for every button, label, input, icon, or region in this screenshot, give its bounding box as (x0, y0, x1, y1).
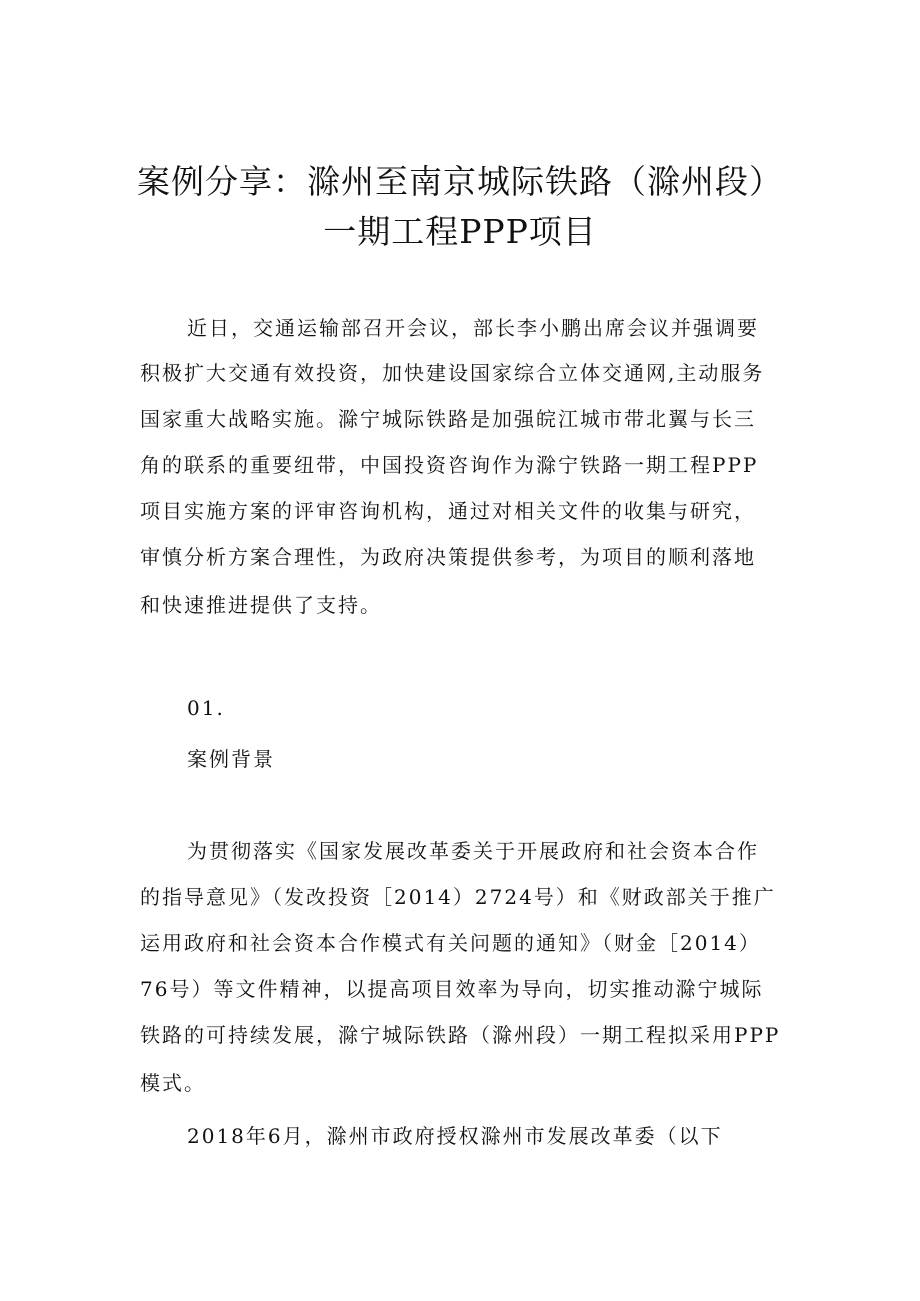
background-line-3: 运用政府和社会资本合作模式有关问题的通知》（财金［2014） (140, 931, 761, 955)
paragraph-line-final: 2018年6月，滁州市政府授权滁州市发展改革委（以下 (187, 1124, 723, 1148)
background-line-5: 铁路的可持续发展，滁宁城际铁路（滁州段）一期工程拟采用PPP (140, 1023, 781, 1047)
section-number: 01. (187, 696, 225, 720)
document-title-line-2: 一期工程PPP项目 (323, 212, 597, 251)
intro-line-4: 角的联系的重要纽带，中国投资咨询作为滁宁铁路一期工程PPP (140, 453, 759, 477)
intro-line-6: 审慎分析方案合理性，为政府决策提供参考，为项目的顺利落地 (140, 545, 756, 569)
intro-line-1: 近日，交通运输部召开会议，部长李小鹏出席会议并强调要 (187, 316, 759, 340)
document-title-line-1: 案例分享：滁州至南京城际铁路（滁州段） (137, 162, 783, 201)
background-line-1: 为贯彻落实《国家发展改革委关于开展政府和社会资本合作 (187, 839, 759, 863)
intro-line-5: 项目实施方案的评审咨询机构，通过对相关文件的收集与研究， (140, 499, 756, 523)
section-title: 案例背景 (187, 747, 275, 771)
background-line-6: 模式。 (140, 1071, 206, 1095)
intro-line-3: 国家重大战略实施。滁宁城际铁路是加强皖江城市带北翼与长三 (140, 407, 756, 431)
intro-line-2: 积极扩大交通有效投资，加快建设国家综合立体交通网,主动服务 (140, 361, 765, 385)
background-line-4: 76号）等文件精神，以提高项目效率为导向，切实推动滁宁城际 (140, 977, 764, 1001)
intro-line-7: 和快速推进提供了支持。 (140, 593, 382, 617)
background-line-2: 的指导意见》（发改投资［2014）2724号）和《财政部关于推广 (140, 885, 776, 909)
